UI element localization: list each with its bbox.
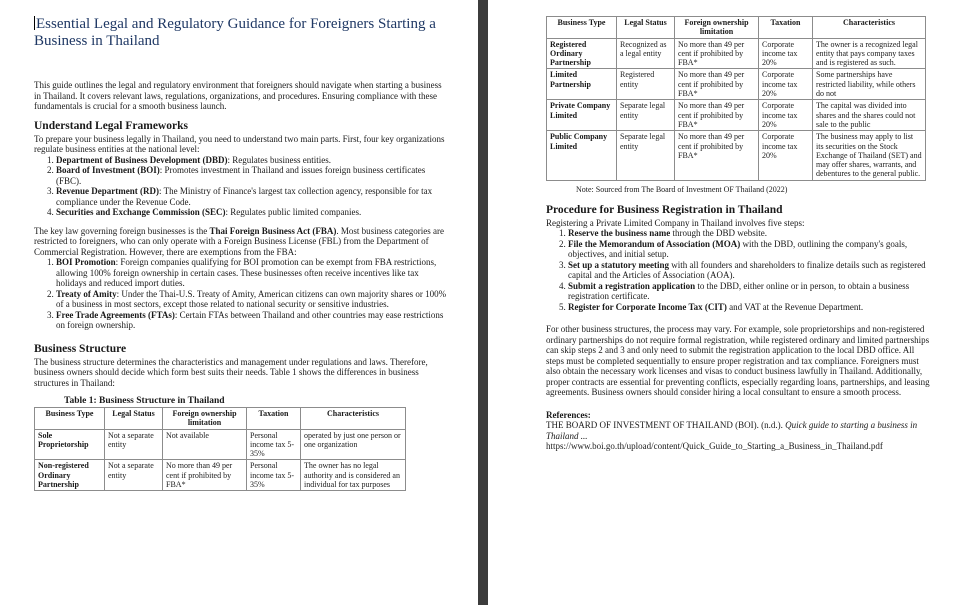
table-row: Public Company Limited Separate legal entity No more than 49 per cent if prohibited by FBA* Corporate income tax 20% The business may apply to list its securities on the Stock Exchange of Thailand (SET) and may offer shares, warrants, and debentures to the general public. — [547, 131, 926, 180]
list-item: 2. Treaty of Amity: Under the Thai-U.S. Treaty of Amity, American citizens can own majority shares or 100% of a business in most sectors, except those related to national security or sensitive industries. — [56, 289, 450, 310]
list-item: 3. Free Trade Agreements (FTAs): Certain FTAs between Thailand and other countries may ease restrictions on foreign ownership. — [56, 310, 450, 331]
procedure-intro: Registering a Private Limited Company in Thailand involves five steps: — [546, 217, 805, 228]
table-row: Limited Partnership Registered entity No more than 49 per cent if prohibited by FBA* Corporate income tax 20% Some partnerships have restricted liability, while others do not — [547, 69, 926, 100]
table-row: Private Company Limited Separate legal entity No more than 49 per cent if prohibited by FBA* Corporate income tax 20% The capital was divided into shares and the shares could not sale to the public — [547, 100, 926, 131]
intro-paragraph: This guide outlines the legal and regulatory environment that foreigners should navigate when starting a business in Thailand. It covers relevant laws, regulations, organizations, and procedures. Ensuring compliance with these fundamentals is crucial for a smooth business launch. — [34, 80, 442, 111]
list-item: 1. Department of Business Development (DBD): Regulates business entities. — [56, 155, 450, 166]
list-item: 2. Board of Investment (BOI): Promotes investment in Thailand and issues foreign business certificates (FBC). — [56, 165, 450, 186]
list-item: 2. File the Memorandum of Association (MOA) with the DBD, outlining the company's goals, objectives, and initial setup. — [568, 239, 934, 260]
steps-list — [546, 228, 934, 312]
list-item: 3. Revenue Department (RD): The Ministry of Finance's largest tax collection agency, responsible for tax compliance under the Revenue Code. — [56, 186, 450, 207]
list-item: 1. Reserve the business name through the DBD website. — [568, 228, 934, 239]
page-title: Essential Legal and Regulatory Guidance for Foreigners Starting a Business in Thailand — [34, 16, 436, 49]
frameworks-heading: Understand Legal Frameworks — [34, 119, 188, 132]
table-header-row: Business Type Legal Status Foreign ownership limitation Taxation Characteristics — [547, 17, 926, 39]
structure-heading: Business Structure — [34, 342, 127, 355]
table-note: Note: Sourced from The Board of Investment OF Thailand (2022) — [576, 184, 788, 194]
business-structure-table-part1 — [34, 407, 406, 491]
fba-paragraph: The key law governing foreign businesses is the Thai Foreign Business Act (FBA). Most business categories are restricted to foreigners, who can only operate with a Foreign Business License (FBL) from the Department of Commercial Registration. However, there are exemptions from the FBA: — [34, 225, 445, 257]
text-cursor — [34, 16, 35, 30]
structure-paragraph: The business structure determines the characteristics and management under regulations and laws. Therefore, business owners should decide which form best suits their needs. Table 1 shows the differences in business structures in Thailand: — [34, 356, 428, 388]
references-heading: References: — [546, 409, 591, 420]
references-section — [546, 410, 934, 452]
list-item: 4. Submit a registration application to the DBD, either online or in person, to obtain a business registration certificate. — [568, 281, 934, 302]
list-item: 1. BOI Promotion: Foreign companies qualifying for BOI promotion can be exempt from FBA restrictions, allowing 100% foreign ownership in certain cases. These businesses often receive incentives like tax holidays and reduced import duties. — [56, 257, 450, 289]
reference-url: https://www.boi.go.th/upload/content/Quick_Guide_to_Starting_a_Business_in_Thailand.pdf — [546, 441, 883, 452]
procedure-heading: Procedure for Business Registration in Thailand — [546, 203, 783, 216]
list-item: 5. Register for Corporate Income Tax (CIT) and VAT at the Revenue Department. — [568, 302, 934, 313]
organizations-list — [34, 155, 450, 218]
table-row: Non-registered Ordinary Partnership Not a separate entity No more than 49 per cent if prohibited by FBA* Personal income tax 5-35% The owner has no legal authority and is considered an individual for tax purposes — [35, 460, 406, 491]
list-item: 3. Set up a statutory meeting with all founders and shareholders to finalize details such as registered capital and the Articles of Association (AOA). — [568, 260, 934, 281]
reference-entry: THE BOARD OF INVESTMENT OF THAILAND (BOI). (n.d.). Quick guide to starting a business in Thailand ... — [546, 420, 918, 441]
table-caption: Table 1: Business Structure in Thailand — [64, 396, 225, 406]
document-page-1 — [0, 0, 478, 605]
table-row: Registered Ordinary Partnership Recognized as a legal entity No more than 49 per cent if prohibited by FBA* Corporate income tax 20% The owner is a recognized legal entity that pays company taxes and is registered as such. — [547, 38, 926, 69]
document-page-2 — [488, 0, 960, 605]
list-item: 4. Securities and Exchange Commission (SEC): Regulates public limited companies. — [56, 207, 450, 218]
frameworks-intro: To prepare your business legally in Thailand, you need to understand two main parts. First, four key organizations regulate business entities at the national level: — [34, 133, 445, 154]
business-structure-table-part2 — [546, 16, 926, 181]
table-row: Sole Proprietorship Not a separate entity Not available Personal income tax 5-35% operated by just one person or one organization — [35, 429, 406, 460]
table-header-row: Business Type Legal Status Foreign ownership limitation Taxation Characteristics — [35, 408, 406, 430]
procedure-other-paragraph: For other business structures, the process may vary. For example, sole proprietorships and non-registered ordinary partnerships do not require formal registration, while registered ordinary and limited partnerships can skip steps 2 and 3 and only need to submit the registration application to the local DBD office. All steps must be completed sequentially to ensure proper registration and tax compliance. Foreigners must also obtain the necessary work licenses and visas to conduct business lawfully in Thailand. Additionally, proper contracts are essential for preventing conflicts, especially regarding loans, partnerships, and leasing agreements. Business owners should consider hiring a local consultant to ensure a smooth process. — [546, 324, 930, 398]
exemptions-list — [34, 257, 450, 331]
